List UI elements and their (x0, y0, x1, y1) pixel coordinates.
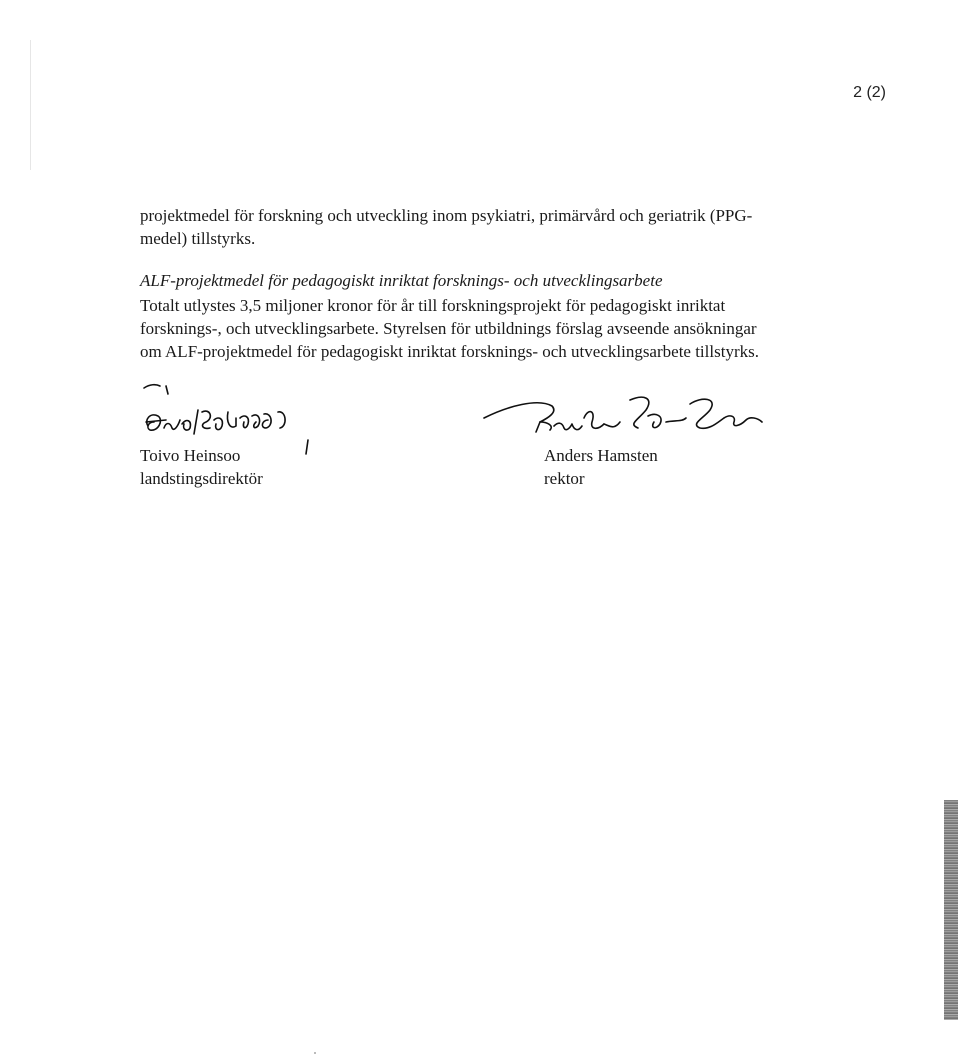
signature-block-left (140, 444, 263, 490)
paragraph-line: forsknings-, och utvecklingsarbete. Styrelsen för utbildnings förslag avseende ansökningar (140, 319, 757, 338)
paragraph-alf-projektmedel (140, 294, 830, 363)
scan-margin-line (30, 40, 31, 170)
paragraph-line: medel) tillstyrks. (140, 229, 256, 248)
signature-right-handwriting (478, 388, 778, 448)
signatory-name: Toivo Heinsoo (140, 446, 241, 465)
signatory-title: rektor (544, 469, 585, 488)
paragraph-line: om ALF-projektmedel för pedagogiskt inriktat forsknings- och utvecklingsarbete tillstyrks. (140, 342, 759, 361)
paragraph-line: projektmedel för forskning och utveckling inom psykiatri, primärvård och geriatrik (PPG- (140, 206, 753, 225)
scan-edge-artifact (944, 800, 958, 1020)
paragraph-ppg-medel (140, 204, 830, 250)
paragraph-line: Totalt utlystes 3,5 miljoner kronor för år till forskningsprojekt för pedagogiskt inriktat (140, 296, 726, 315)
scan-dust-dot (314, 1052, 316, 1054)
page-number: 2 (2) (853, 84, 886, 101)
section-heading-alf: ALF-projektmedel för pedagogiskt inriktat forsknings- och utvecklingsarbete (140, 271, 663, 290)
signature-block-right (544, 444, 658, 490)
signatory-name: Anders Hamsten (544, 446, 658, 465)
signatory-title: landstingsdirektör (140, 469, 263, 488)
